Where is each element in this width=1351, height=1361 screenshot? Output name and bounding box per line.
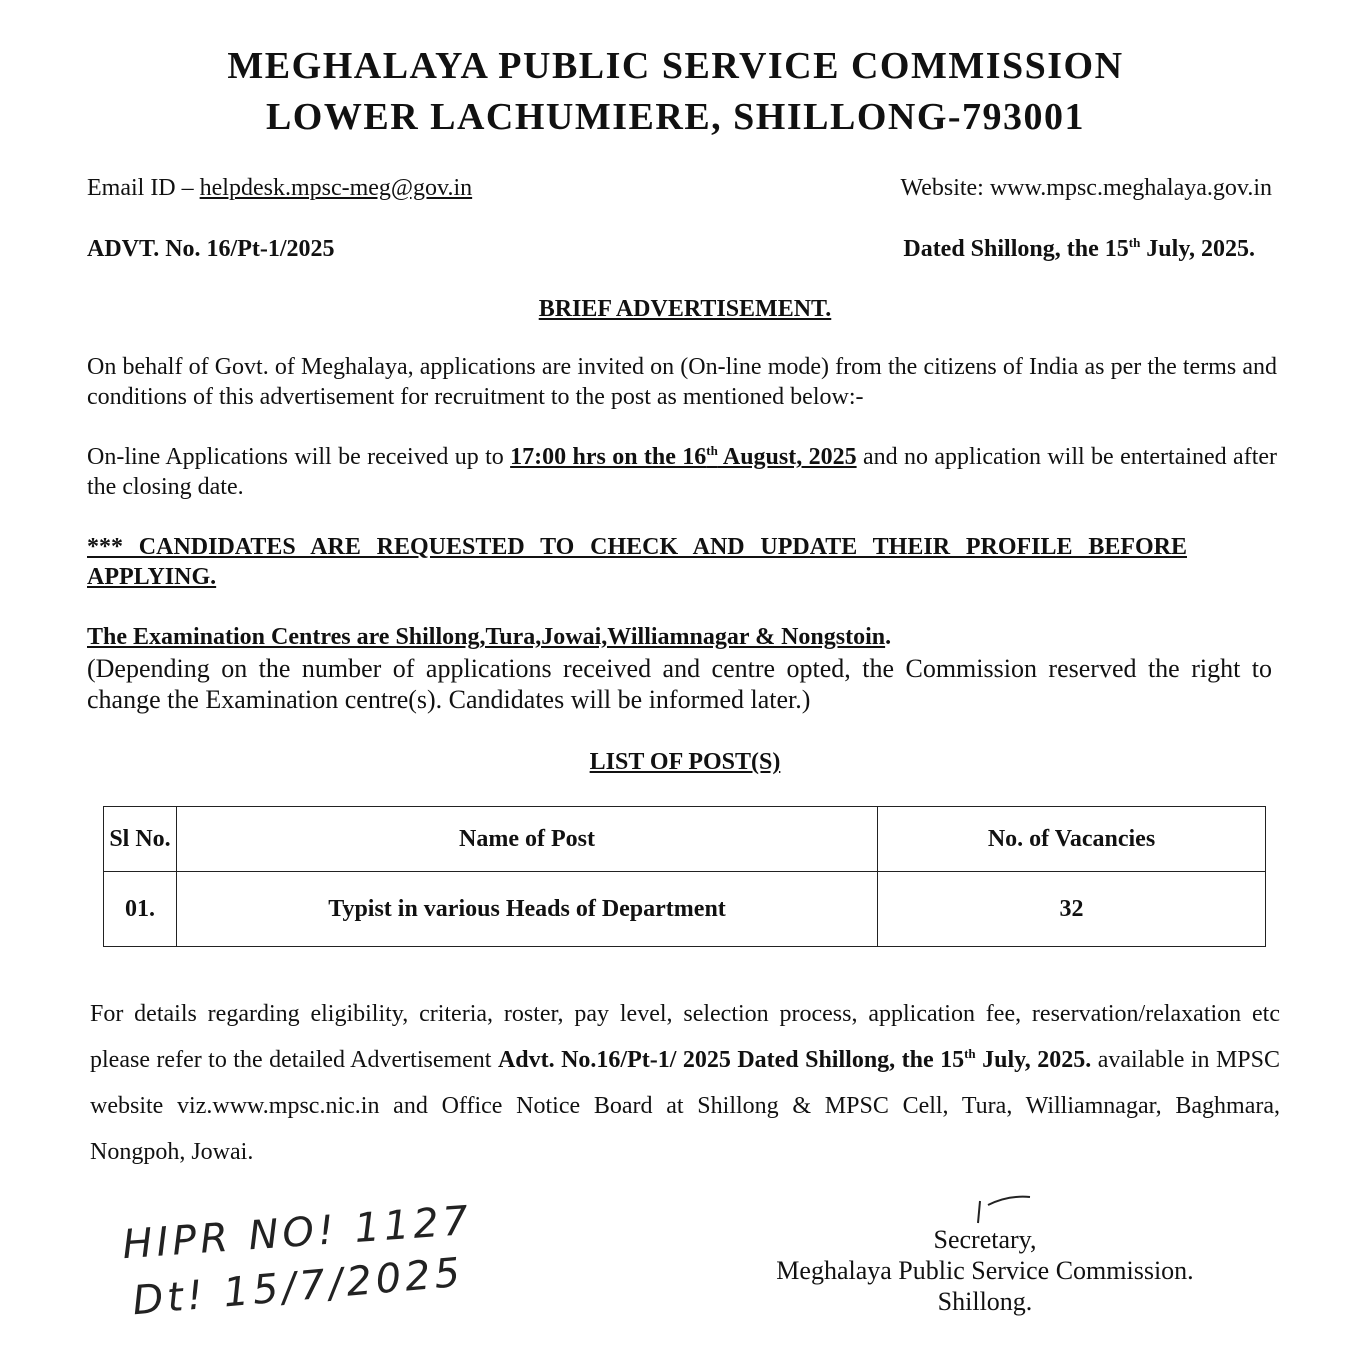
intro-paragraph: On behalf of Govt. of Meghalaya, applications are invited on (On-line mode) from the citizens of India as per the terms and conditions of this advertisement for recruitment to the post as mentioned below:-: [87, 354, 1277, 410]
posts-table: [103, 806, 1266, 947]
table-row: [104, 872, 1266, 947]
exam-centres-heading: The Examination Centres are Shillong,Tura,Jowai,Williamnagar & Nongstoin.: [87, 624, 892, 650]
details-paragraph: For details regarding eligibility, criteria, roster, pay level, selection process, application fee, reservation/relaxation etc please refer to the detailed Advertisement Advt. No.16/Pt-1/ 2025 Dated Shillong, the 15th July, 2025. available in MPSC website viz.www.mpsc.nic.in and Office Notice Board at Shillong & MPSC Cell, Tura, Williamnagar, Baghmara, Nongpoh, Jowai.: [90, 1001, 1280, 1165]
posts-list-title: LIST OF POST(S): [589, 749, 781, 775]
signatory-place: Shillong.: [937, 1287, 1033, 1316]
advt-number: ADVT. No. 16/Pt-1/2025: [87, 236, 335, 262]
handwritten-hipr-number: HIPR NO! 1127: [120, 1197, 474, 1269]
signatory-title: Secretary,: [933, 1225, 1037, 1254]
exam-centres-note: (Depending on the number of applications received and centre opted, the Commission reserved the right to change the Examination centre(s). Candidates will be informed later.): [87, 654, 1272, 714]
email-link[interactable]: helpdesk.mpsc-meg@gov.in: [199, 175, 473, 201]
table-header-row: [104, 807, 1266, 872]
handwritten-date: Dt! 15/7/2025: [130, 1249, 466, 1325]
signatory-organisation: Meghalaya Public Service Commission.: [776, 1256, 1194, 1285]
row-vacancies: 32: [878, 872, 1266, 947]
commission-address: LOWER LACHUMIERE, SHILLONG-793001: [265, 96, 1086, 138]
website-line: Website: www.mpsc.meghalaya.gov.in: [900, 175, 1272, 201]
row-sl-no: 01.: [104, 872, 177, 947]
row-post-name: Typist in various Heads of Department: [177, 872, 878, 947]
header-sl-no: Sl No.: [104, 807, 177, 872]
email-label: Email ID –: [87, 175, 200, 201]
header-vacancies: No. of Vacancies: [878, 807, 1266, 872]
deadline-paragraph: On-line Applications will be received up to 17:00 hrs on the 16th August, 2025 and no application will be entertained after the closing date.: [87, 443, 1278, 500]
advt-date: Dated Shillong, the 15th July, 2025.: [903, 235, 1255, 262]
document-title: BRIEF ADVERTISEMENT.: [538, 296, 832, 322]
closing-date: 17:00 hrs on the 16th August, 2025: [510, 443, 857, 470]
commission-name: MEGHALAYA PUBLIC SERVICE COMMISSION: [227, 45, 1124, 87]
email-line: [87, 173, 472, 203]
profile-notice: *** CANDIDATES ARE REQUESTED TO CHECK AND UPDATE THEIR PROFILE BEFORE APPLYING.: [87, 534, 1187, 590]
header-name-of-post: Name of Post: [177, 807, 878, 872]
signature-mark: [968, 1193, 1038, 1227]
signatory-block: [770, 1224, 1200, 1317]
detailed-advt-reference: Advt. No.16/Pt-1/ 2025 Dated Shillong, the 15th July, 2025.: [497, 1046, 1092, 1073]
